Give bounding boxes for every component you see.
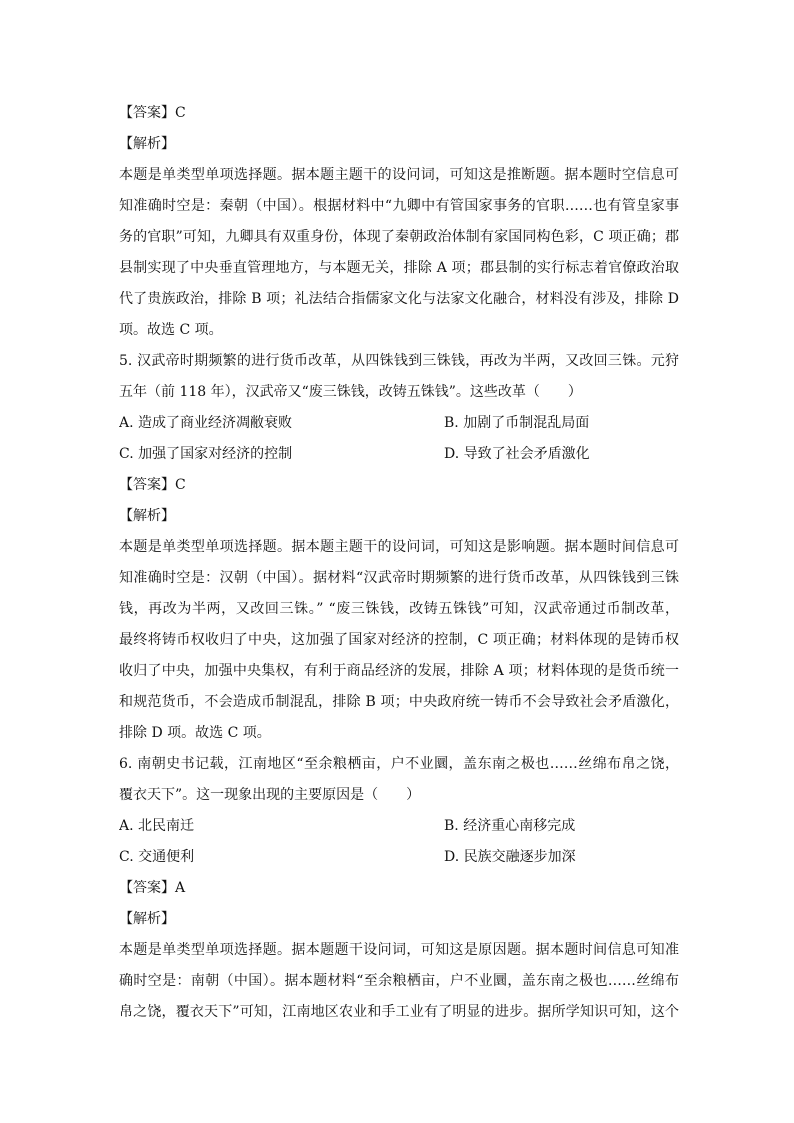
text-line: 帛之饶，覆衣天下”可知，江南地区农业和手工业有了明显的进步。据所学知识可知，这个 (119, 1004, 679, 1020)
text-line: 钱，再改为半两，又改回三铢。” “废三铢钱，改铸五铢钱”可知，汉武帝通过币制改革， (119, 601, 679, 617)
document-body (119, 98, 679, 1028)
text-line: 排除 D 项。故选 C 项。 (119, 725, 271, 741)
text-line: 县制实现了中央垂直管理地方，与本题无关，排除 A 项；郡县制的实行标志着官僚政治取 (119, 260, 679, 276)
text-line: 本题是单类型单项选择题。据本题题干设问词，可知这是原因题。据本题时间信息可知准 (119, 942, 679, 958)
text-line: 5. 汉武帝时期频繁的进行货币改革，从四铢钱到三铢钱，再改为半两，又改回三铢。元狩 (119, 353, 679, 369)
text-line: 项。故选 C 项。 (119, 322, 223, 338)
answer-option: A. 造成了商业经济凋敝衰败 (119, 415, 293, 431)
answer-option: B. 加剧了币制混乱局面 (444, 415, 590, 431)
text-line: 务的官职”可知，九卿具有双重身份，体现了秦朝政治体制有家国同构色彩，C 项正确；郡 (119, 229, 679, 245)
option-row (119, 439, 679, 470)
text-line: 【解析】 (119, 911, 175, 927)
text-line: 确时空是：南朝（中国）。据本题材料“至余粮栖亩，户不业圜，盖东南之极也……丝绵布 (119, 973, 679, 989)
text-line: 和规范货币，不会造成币制混乱，排除 B 项；中央政府统一铸币不会导致社会矛盾激化， (119, 694, 679, 710)
answer-option: D. 导致了社会矛盾激化 (444, 446, 590, 462)
text-line: 覆衣天下”。这一现象出现的主要原因是（ ） (119, 787, 421, 803)
text-line: 【解析】 (119, 508, 175, 524)
text-line: 【解析】 (119, 136, 175, 152)
answer-option: C. 加强了国家对经济的控制 (119, 446, 293, 462)
answer-option: A. 北民南迁 (119, 818, 195, 834)
option-row (119, 842, 679, 873)
text-line: 代了贵族政治，排除 B 项；礼法结合指儒家文化与法家文化融合，材料没有涉及，排除 D (119, 291, 679, 307)
text-line: 【答案】C (119, 105, 186, 121)
text-line: 收归了中央，加强中央集权，有利于商品经济的发展，排除 A 项；材料体现的是货币统一 (119, 663, 679, 679)
answer-option: B. 经济重心南移完成 (444, 818, 576, 834)
text-line: 【答案】C (119, 477, 186, 493)
text-line: 本题是单类型单项选择题。据本题主题干的设问词，可知这是影响题。据本题时间信息可 (119, 539, 679, 555)
text-line: 知准确时空是：汉朝（中国）。据材料“汉武帝时期频繁的进行货币改革，从四铢钱到三铢 (119, 570, 679, 586)
option-row (119, 408, 679, 439)
text-line: 本题是单类型单项选择题。据本题主题干的设问词，可知这是推断题。据本题时空信息可 (119, 167, 679, 183)
text-line: 6. 南朝史书记载，江南地区“至余粮栖亩，户不业圜，盖东南之极也……丝绵布帛之饶， (119, 756, 679, 772)
text-line: 知准确时空是：秦朝（中国）。根据材料中“九卿中有管国家事务的官职……也有管皇家事 (119, 198, 679, 214)
text-line: 【答案】A (119, 880, 186, 896)
option-row (119, 811, 679, 842)
text-line: 最终将铸币权收归了中央，这加强了国家对经济的控制，C 项正确；材料体现的是铸币权 (119, 632, 679, 648)
answer-option: C. 交通便利 (119, 849, 195, 865)
text-line: 五年（前 118 年），汉武帝又“废三铢钱，改铸五铢钱”。这些改革（ ） (119, 384, 582, 400)
answer-option: D. 民族交融逐步加深 (444, 849, 576, 865)
